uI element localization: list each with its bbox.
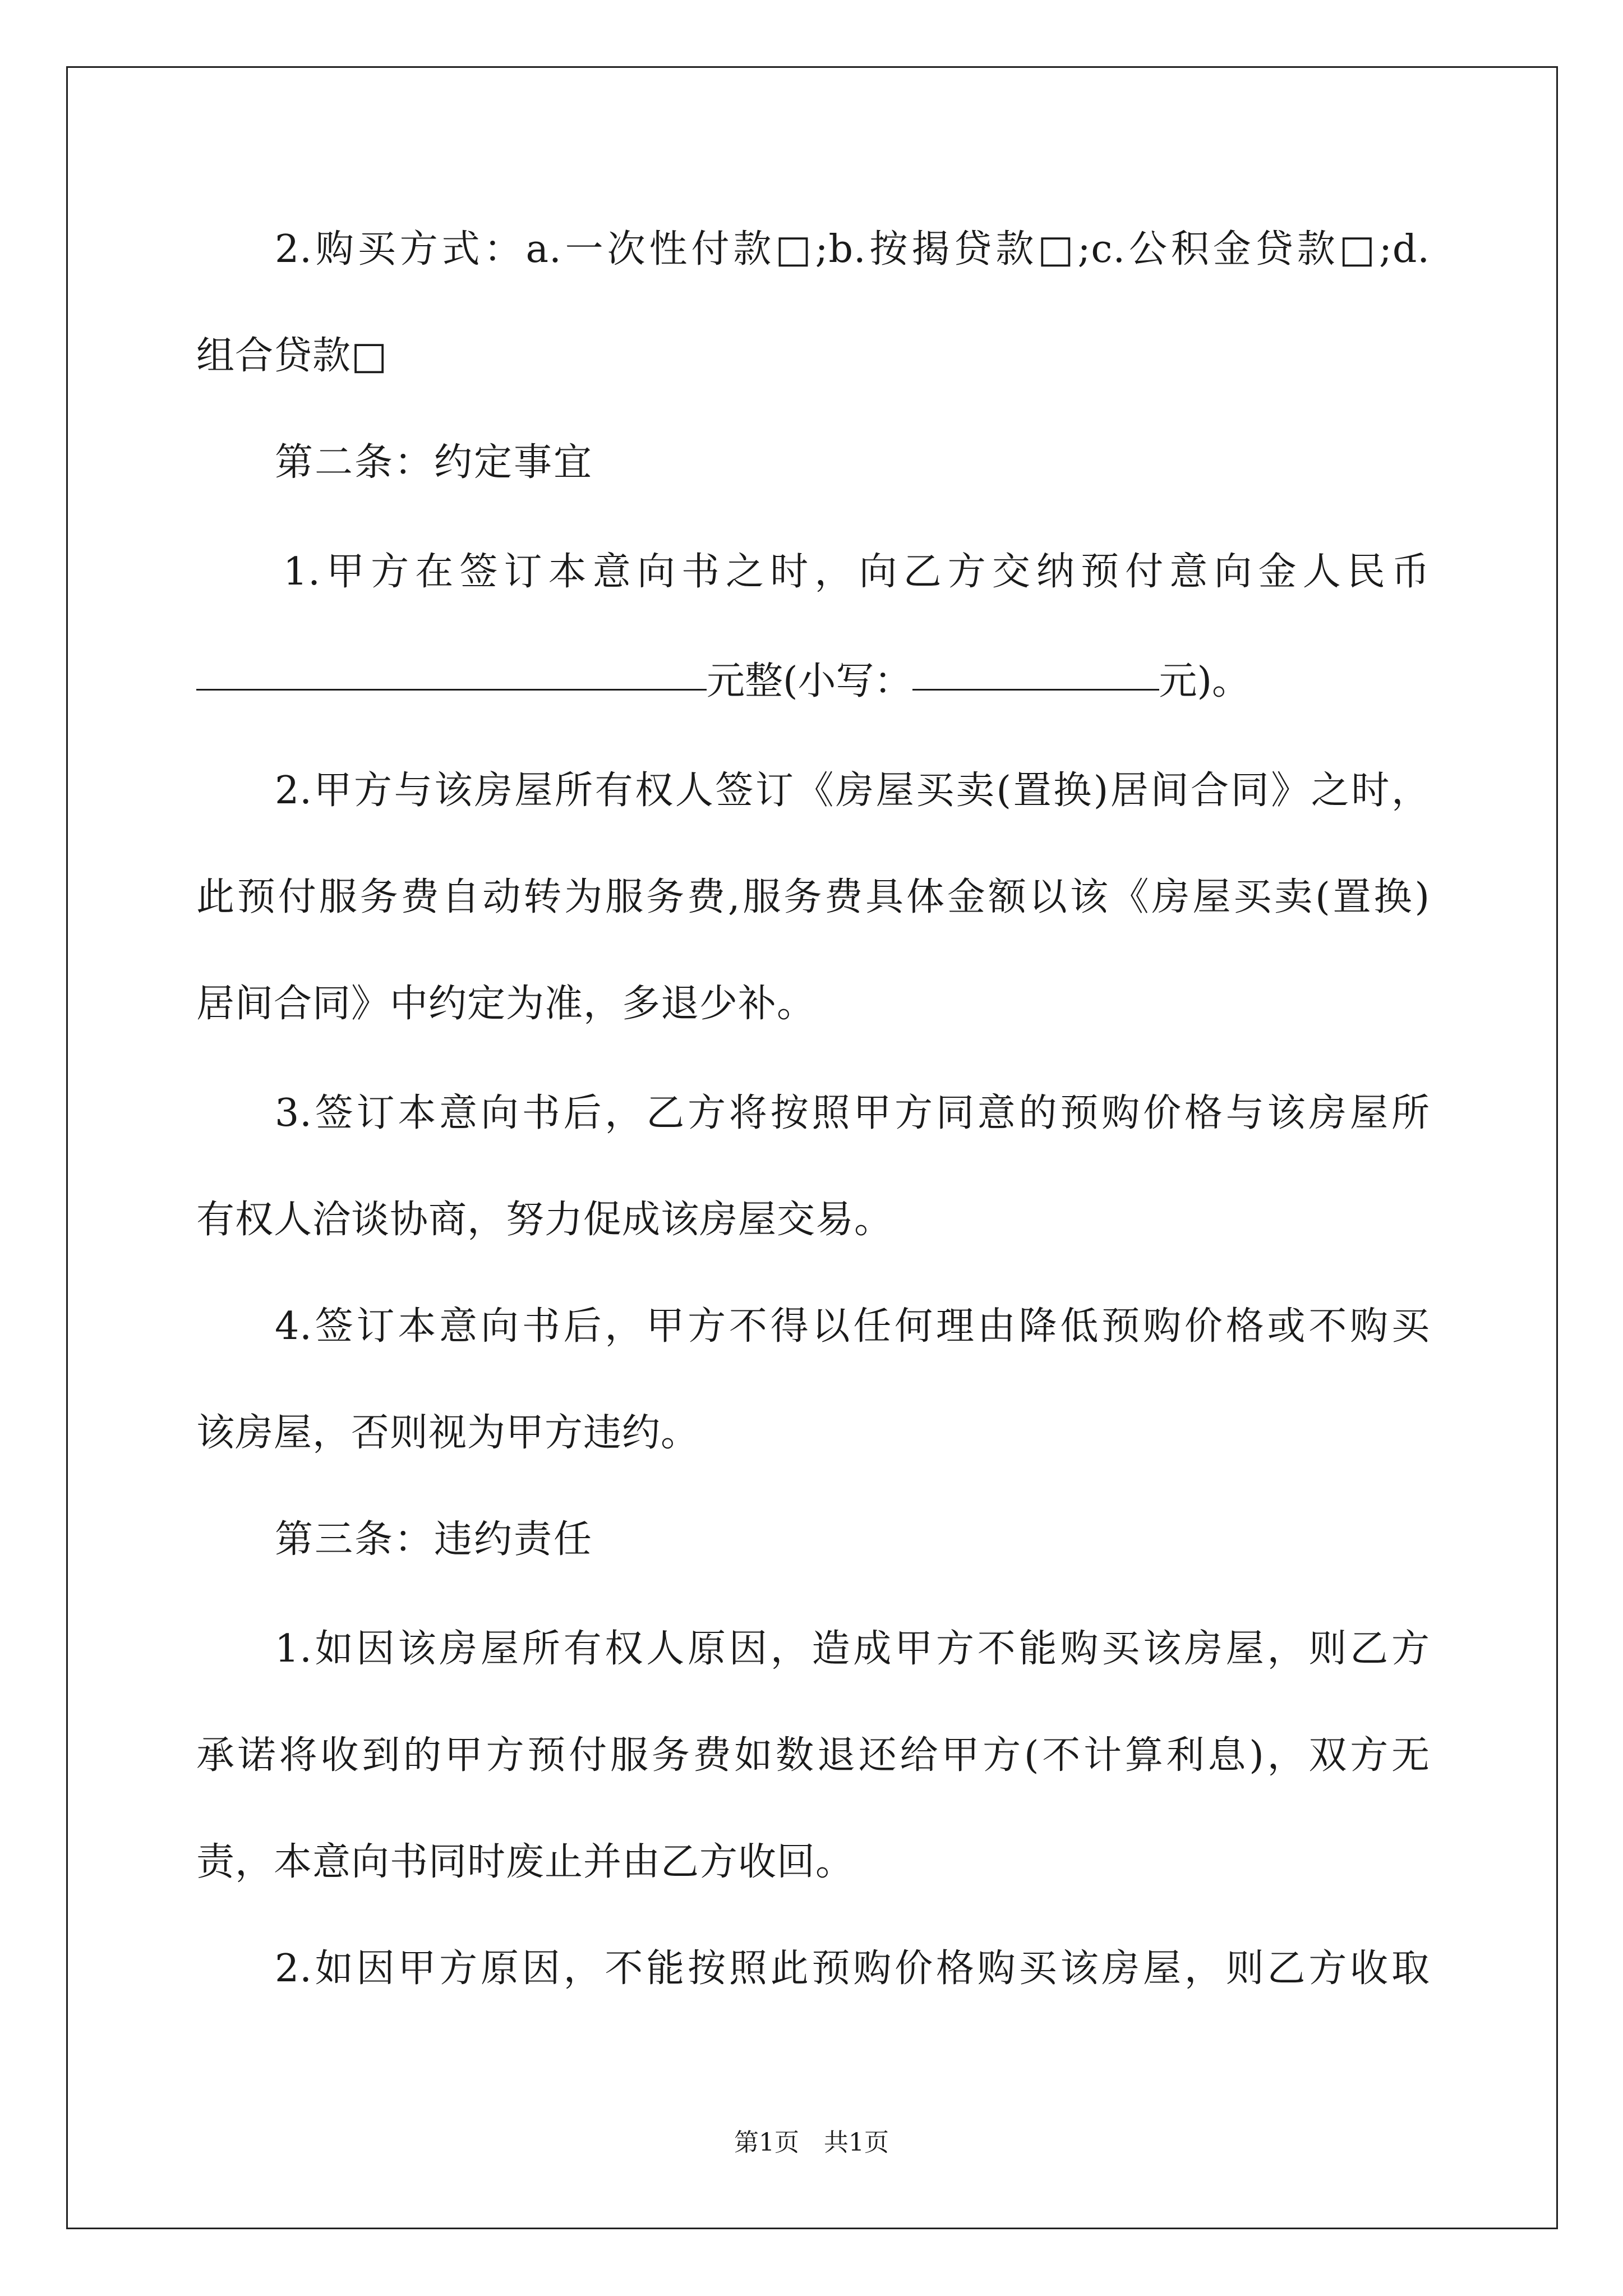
section-heading: 第三条：违约责任	[275, 1517, 594, 1562]
page-border	[66, 66, 1558, 2229]
page-footer: 第1页 共1页	[734, 2128, 889, 2157]
paragraph-line: 4.签订本意向书后，甲方不得以任何理由降低预购价格或不购买	[275, 1304, 1430, 1349]
paragraph-line: 2.如因甲方原因，不能按照此预购价格购买该房屋，则乙方收取	[275, 1947, 1430, 1991]
paragraph-line: 该房屋，否则视为甲方违约。	[196, 1411, 700, 1455]
paragraph-line: 有权人洽谈协商，努力促成该房屋交易。	[196, 1198, 893, 1242]
paragraph-line: 3.签订本意向书后，乙方将按照甲方同意的预购价格与该房屋所	[275, 1091, 1430, 1135]
amount-words-blank	[196, 656, 707, 691]
paragraph-line: 承诺将收到的甲方预付服务费如数退还给甲方(不计算利息)，双方无	[196, 1733, 1430, 1778]
section-heading: 第二条：约定事宜	[275, 440, 594, 485]
paragraph-line: 责，本意向书同时废止并由乙方收回。	[196, 1840, 855, 1884]
amount-label: 元整(小写：	[707, 659, 912, 703]
paragraph-line: 1.如因该房屋所有权人原因，造成甲方不能购买该房屋，则乙方	[275, 1627, 1430, 1671]
amount-figures-blank	[912, 656, 1159, 691]
paragraph-line: 组合贷款□	[196, 334, 388, 378]
paragraph-line: 1.甲方在签订本意向书之时，向乙方交纳预付意向金人民币	[283, 550, 1430, 594]
amount-line	[196, 656, 1430, 707]
paragraph-line: 2.购买方式：a.一次性付款□;b.按揭贷款□;c.公积金贷款□;d.	[275, 227, 1430, 272]
paragraph-line: 此预付服务费自动转为服务费,服务费具体金额以该《房屋买卖(置换)	[196, 875, 1430, 919]
paragraph-line: 居间合同》中约定为准，多退少补。	[196, 982, 816, 1026]
amount-suffix: 元)。	[1159, 659, 1251, 703]
paragraph-line: 2.甲方与该房屋所有权人签订《房屋买卖(置换)居间合同》之时，	[275, 769, 1430, 813]
